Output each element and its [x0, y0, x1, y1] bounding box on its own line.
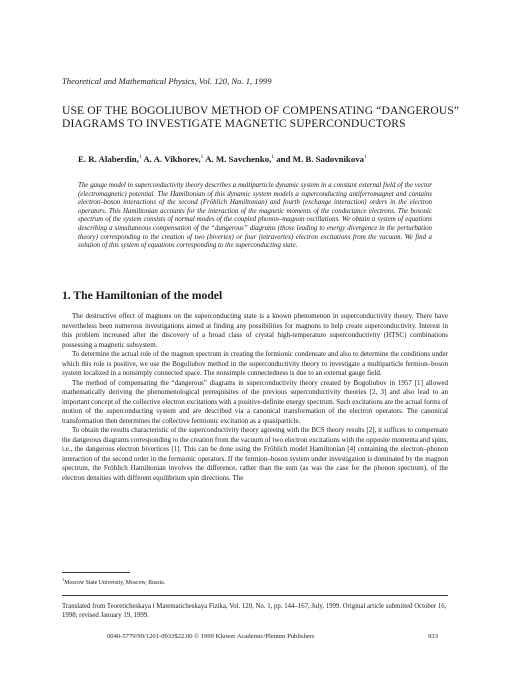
author: A. M. Savchenko,$^1$	[205, 154, 275, 164]
author-list	[78, 154, 458, 164]
abstract: The gauge model in superconductivity theory describes a multiparticle dynamic system in a constant external field of the vector (electromagnetic) potential. The Hamiltonian of this dynamic system models a superconducting antiferromagnet and contains electron–boson interactions of the second (Fröhlich Hamiltonian) and fourth (exchange interaction) orders in the electron operators. This Hamiltonian accounts for the interaction of the magnetic moments of the conductance electrons. The bosonic spectrum of the system consists of normal modes of the coupled phonon–magnon oscillations. We obtain a system of equations describing a simultaneous compensation of the “dangerous” diagrams (those leading to energy divergence in the perturbation theory) corresponding to the creation of two (bivertex) or four (tetravertex) electron excitations from the vacuum. We find a solution of this system of equations corresponding to the superconducting state.	[78, 182, 432, 250]
affiliation-mark: 1	[364, 154, 367, 161]
footnote-text: Moscow State University, Moscow, Russia.	[64, 579, 166, 586]
article-title: USE OF THE BOGOLIUBOV METHOD OF COMPENSATING “DANGEROUS” DIAGRAMS TO INVESTIGATE MAGNETIC SUPERCONDUCTORS	[62, 104, 460, 131]
translation-note: Translated from Teoreticheskaya i Matematicheskaya Fizika, Vol. 120, No. 1, pp. 144–167, July, 1999. Original article submitted October 16, 1998; revised January 19, 1999.	[62, 603, 447, 619]
affiliation-mark: 1	[271, 154, 275, 161]
paragraph: The destructive effect of magnons on the superconducting state is a known phenomenon in superconductivity theory. There have nevertheless been numerous investigations aimed at finding any possibilities for magnons to help create superconductivity. Interest in this problem increased after the discovery of a broad class of crystal high-temperature superconductivity (HTSC) combinations possessing a magnetic subsystem.	[62, 312, 448, 349]
paragraph: To determine the actual role of the magnon spectrum in creating the fermionic condensate and also to determine the conditions under which this role is positive, we use the Bogoliubov method in the superconductivity theory to investigate a multiparticle fermion–boson system localized in a nonsimply connected space. The nonsimple connectedness is due to an external gauge field.	[62, 350, 448, 377]
affiliation-mark: 1	[138, 154, 142, 161]
footnote-divider	[62, 572, 130, 573]
author: and M. B. Sadovnikova$^1$	[276, 154, 367, 164]
affiliation-mark: 1	[200, 154, 204, 161]
paragraph: The method of compensating the “dangerous” diagrams in superconductivity theory created by Bogoliubov in 1957 [1] allowed mathematically deriving the phenomenological prerequisites of the previous superconductivity theories [2, 3] and also lead to an important concept of the collective electron excitations with a positive-definite energy spectrum. Such excitations are the actual forms of motion of the superconducting system and are described via a canonical transformation of the electron operators. The canonical transformation then determines the collective fermionic excitation as a quasiparticle.	[62, 378, 448, 425]
section-heading: 1. The Hamiltonian of the model	[62, 289, 223, 302]
affiliation-footnote	[62, 577, 165, 586]
copyright-line: 0040-5779/99/1201-0933$22.00 © 1999 Kluwer Academic/Plenum Publishers	[107, 633, 315, 640]
page-number: 933	[428, 633, 438, 640]
author: A. A. Vikhorev,$^1$	[143, 154, 204, 164]
journal-citation: Theoretical and Mathematical Physics, Vol. 120, No. 1, 1999	[62, 76, 272, 86]
paragraph: To obtain the results characteristic of the superconductivity theory agreeing with the BCS theory results [2], it suffices to compensate the dangerous diagrams corresponding to the creation from the vacuum of two electron excitations with the opposite momenta and spins, i.e., the dangerous electron bivertices [1]. This can be done using the Fröhlich model Hamiltonian [4] containing the electron–phonon interaction of the second order in the fermionic operators. If the fermion–boson system under investigation is dominated by the magnon spectrum, the Fröhlich Hamiltonian involves the difference, rather than the sum (as was the case for the phonon spectrum), of the electron densities with different equilibrium spin directions. The	[62, 426, 448, 482]
footnote-mark: 1	[62, 577, 65, 582]
body-text	[62, 312, 448, 483]
author: E. R. Alaberdin,$^1$	[78, 154, 142, 164]
footer-divider	[62, 595, 448, 596]
